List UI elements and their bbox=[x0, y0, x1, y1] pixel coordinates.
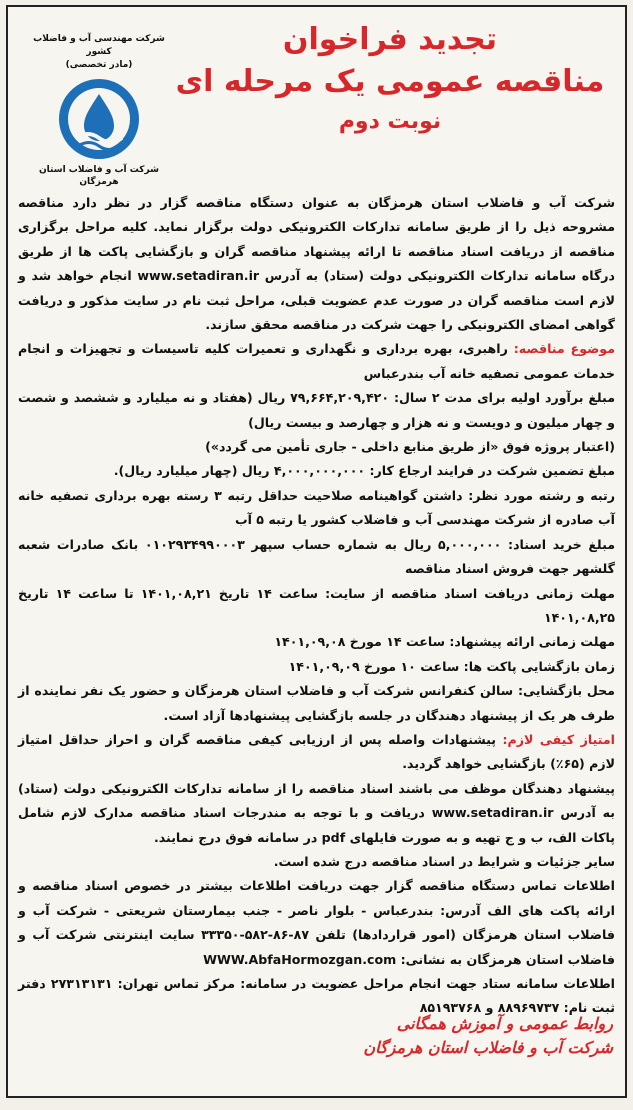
deadline-offer-paragraph bbox=[18, 630, 615, 654]
logo-bottom-line: شرکت آب و فاضلاب استان هرمزگان bbox=[39, 165, 159, 187]
other-details-line: سایر جزئیات و شرایط در اسناد مناقصه درج شده است. bbox=[273, 853, 615, 869]
guarantee-label: مبلغ تضمین شرکت در فرایند ارجاع کار: bbox=[369, 463, 615, 479]
deadline-offer-label: مهلت زمانی ارائه پیشنهاد: bbox=[449, 634, 615, 650]
logo-top-line1: شرکت مهندسی آب و فاضلاب کشور bbox=[33, 34, 165, 57]
deadline-docs-text: ساعت ۱۴ تاریخ ۱۴۰۱,۰۸,۲۱ تا ساعت ۱۴ تاریخ ۱۴۰۱,۰۸,۲۵ bbox=[18, 585, 615, 625]
quality-paragraph bbox=[18, 728, 615, 777]
deadline-docs-paragraph bbox=[18, 582, 615, 631]
title-round: نوبت دوم bbox=[338, 109, 442, 134]
opening-place-label: محل بازگشایی: bbox=[517, 683, 615, 699]
title-block bbox=[165, 11, 615, 139]
water-drop-logo-icon bbox=[56, 76, 142, 162]
company-logo-block bbox=[24, 33, 174, 188]
guarantee-paragraph bbox=[18, 459, 615, 483]
quality-label: امتیاز کیفی لازم: bbox=[502, 731, 615, 747]
grade-paragraph bbox=[18, 484, 615, 533]
notice-body bbox=[18, 191, 615, 1021]
opening-time-label: زمان بازگشایی پاکت ها: bbox=[463, 658, 615, 674]
grade-text: داشتن گواهینامه صلاحیت حداقل رتبه ۳ رسته بهره برداری تصفیه خانه آب صادره از شرکت مهندسی آب و فاضلاب کشور یا رتبه ۵ آب bbox=[18, 487, 615, 528]
header bbox=[18, 11, 615, 191]
subject-text: راهبری، بهره برداری و نگهداری و تعمیرات کلیه تاسیسات و تجهیزات و انجام خدمات عمومی تصفیه خانه آب بندرعباس bbox=[18, 341, 615, 381]
opening-place-text: سالن کنفرانس شرکت آب و فاضلاب استان هرمزگان و حضور یک نفر نماینده از طرف هر یک از پیشنهاد دهندگان در جلسه بازگشایی پیشنهادها آزاد است. bbox=[18, 683, 615, 723]
estimate-text: ۷۹,۶۶۴,۲۰۹,۴۲۰ ریال (هفتاد و نه میلیارد و ششصد و شصت و چهار میلیون و دویست و نه هزار و چهارصد و بیست ریال) bbox=[18, 390, 615, 430]
grade-label: رتبه و رشته مورد نظر: bbox=[468, 487, 615, 503]
public-relations-line: روابط عمومی و آموزش همگانی bbox=[396, 1014, 613, 1033]
intro-paragraph: شرکت آب و فاضلاب استان هرمزگان به عنوان دستگاه مناقصه گزار در نظر دارد مناقصه مشروحه ذیل را از طریق سامانه تدارکات الکترونیکی دولت برگزار نماید. کلیه مراحل برگزاری مناقصه از دریافت اسناد مناقصه تا ارائه پیشنهاد مناقصه گران و بازگشایی پاکت ها از طریق درگاه سامانه تدارکات الکترونیکی دولت (ستاد) به آدرس www.setadiran.ir انجام خواهد شد و لازم است مناقصه گران در صورت عدم عضویت قبلی، مراحل ثبت نام در سایت مذکور و دریافت گواهی امضای الکترونیکی را جهت شرکت در مناقصه محقق سازند. bbox=[18, 195, 615, 333]
purchase-text: ۵,۰۰۰,۰۰۰ ریال به شماره حساب سپهر ۰۱۰۲۹۳۴۹۹۰۰۰۳ بانک صادرات شعبه گلشهر جهت فروش اسناد مناقصه bbox=[18, 536, 615, 577]
guarantee-text: ۴,۰۰۰,۰۰۰,۰۰۰ ریال (چهار میلیارد ریال). bbox=[113, 463, 370, 479]
footer-signature bbox=[8, 1004, 625, 1096]
subject-paragraph bbox=[18, 337, 615, 386]
estimate-paragraph bbox=[18, 386, 615, 435]
quality-text: پیشنهادات واصله پس از ارزیابی کیفی مناقصه گران و احراز حداقل امتیاز لازم (۶۵٪) بازگشایی خواهد گردید. bbox=[18, 731, 615, 772]
opening-place-paragraph bbox=[18, 679, 615, 728]
estimate-label: مبلغ برآورد اولیه برای مدت ۲ سال: bbox=[393, 390, 615, 406]
contact-paragraph: اطلاعات تماس دستگاه مناقصه گزار جهت دریافت اطلاعات بیشتر در خصوص اسناد مناقصه و ارائه پاکت های الف آدرس: بندرعباس - بلوار ناصر - جنب بیمارستان شریعتی - شرکت آب و فاضلاب استان هرمزگان (امور قراردادها) تلفن ۸۷-۸۶-۵۸۲-۳۳۳۵۰ سایت اینترنتی شرکت آب و فاضلاب استان هرمزگان به نشانی: WWW.AbfaHormozgan.com bbox=[18, 878, 615, 967]
setad-text: مرکز تماس تهران: ۲۷۳۱۳۱۳۱ دفتر ثبت نام: ۸۸۹۶۹۷۳۷ و ۸۵۱۹۳۷۶۸ bbox=[18, 976, 615, 1016]
subject-label: موضوع مناقصه: bbox=[513, 341, 616, 357]
logo-top-line2: (مادر تخصصی) bbox=[65, 60, 133, 70]
opening-time-text: ساعت ۱۰ مورخ ۱۴۰۱,۰۹,۰۹ bbox=[288, 658, 464, 674]
title-renewed-call: تجدید فراخوان bbox=[282, 22, 498, 57]
deadline-offer-text: ساعت ۱۴ مورخ ۱۴۰۱,۰۹,۰۸ bbox=[274, 634, 450, 650]
title-tender-type: مناقصه عمومی یک مرحله ای bbox=[175, 64, 605, 99]
bidders-paragraph: پیشنهاد دهندگان موظف می باشند اسناد مناقصه را از سامانه تدارکات الکترونیکی دولت (ستاد) به آدرس www.setadiran.ir دریافت و با توجه به مندرجات اسناد مناقصه مدارک لازم شامل پاکات الف، ب و ج تهیه و به صورت فایلهای pdf در سامانه فوق درج نمایند. bbox=[18, 780, 615, 845]
setad-label: اطلاعات سامانه ستاد جهت انجام مراحل عضویت در سامانه: bbox=[240, 976, 615, 991]
purchase-paragraph bbox=[18, 533, 615, 582]
opening-time-paragraph bbox=[18, 655, 615, 679]
credit-line: (اعتبار پروژه فوق «از طریق منابع داخلی - جاری تأمین می گردد») bbox=[205, 439, 615, 455]
deadline-docs-label: مهلت زمانی دریافت اسناد مناقصه از سایت: bbox=[325, 585, 615, 601]
tender-notice bbox=[6, 5, 627, 1098]
purchase-label: مبلغ خرید اسناد: bbox=[508, 536, 616, 552]
company-signature-line: شرکت آب و فاضلاب استان هرمزگان bbox=[363, 1038, 613, 1057]
